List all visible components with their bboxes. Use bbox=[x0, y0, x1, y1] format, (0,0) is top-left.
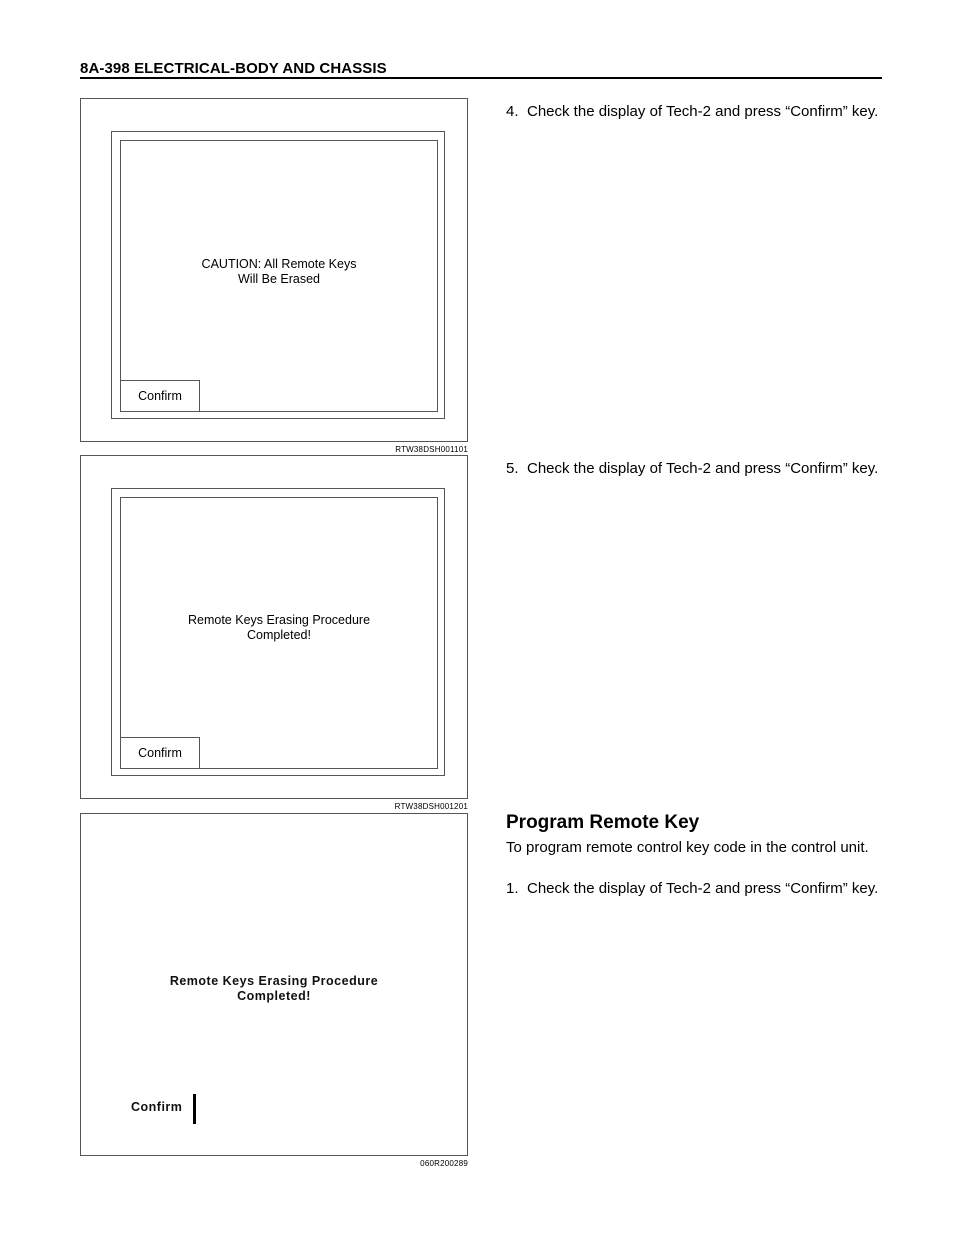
procedure-step bbox=[506, 878, 882, 900]
confirm-softkey: Confirm bbox=[120, 380, 200, 412]
screen-message-line-2: Completed! bbox=[247, 628, 311, 642]
screen-message-line-1: Remote Keys Erasing Procedure bbox=[169, 974, 379, 988]
tech2-screen-figure-2 bbox=[80, 455, 468, 799]
tech2-screen-figure-1 bbox=[80, 98, 468, 442]
procedure-step bbox=[506, 458, 882, 480]
step-number: 4. bbox=[506, 103, 519, 120]
screen-message-line-2: Completed! bbox=[237, 989, 311, 1003]
confirm-softkey: Confirm bbox=[120, 737, 200, 769]
confirm-softkey: Confirm bbox=[131, 1100, 183, 1114]
header-rule bbox=[80, 77, 882, 79]
tech2-display-frame bbox=[111, 488, 445, 776]
step-number: 5. bbox=[506, 460, 519, 477]
page-header: 8A-398 ELECTRICAL-BODY AND CHASSIS bbox=[80, 60, 387, 77]
step-number: 1. bbox=[506, 880, 519, 897]
procedure-step bbox=[506, 101, 882, 123]
tech2-screen-figure-3 bbox=[80, 813, 468, 1156]
section-intro: To program remote control key code in the control unit. bbox=[506, 839, 869, 856]
screen-message bbox=[81, 974, 467, 1004]
step-text: Check the display of Tech-2 and press “Confirm” key. bbox=[527, 880, 879, 897]
figure-code: RTW38DSH001101 bbox=[395, 445, 468, 454]
section-title: Program Remote Key bbox=[506, 812, 700, 833]
tech2-display bbox=[120, 140, 438, 412]
figure-code: RTW38DSH001201 bbox=[394, 802, 468, 811]
screen-message-line-2: Will Be Erased bbox=[238, 272, 320, 286]
figure-code: 060R200289 bbox=[420, 1159, 468, 1168]
tech2-display-frame bbox=[111, 131, 445, 419]
screen-message-line-1: CAUTION: All Remote Keys bbox=[201, 257, 357, 271]
step-text: Check the display of Tech-2 and press “Confirm” key. bbox=[527, 103, 879, 120]
screen-message-line-1: Remote Keys Erasing Procedure bbox=[187, 613, 371, 627]
screen-message bbox=[121, 257, 437, 287]
step-text: Check the display of Tech-2 and press “Confirm” key. bbox=[527, 460, 879, 477]
screen-message bbox=[121, 613, 437, 643]
tech2-display bbox=[120, 497, 438, 769]
softkey-divider bbox=[193, 1094, 196, 1124]
